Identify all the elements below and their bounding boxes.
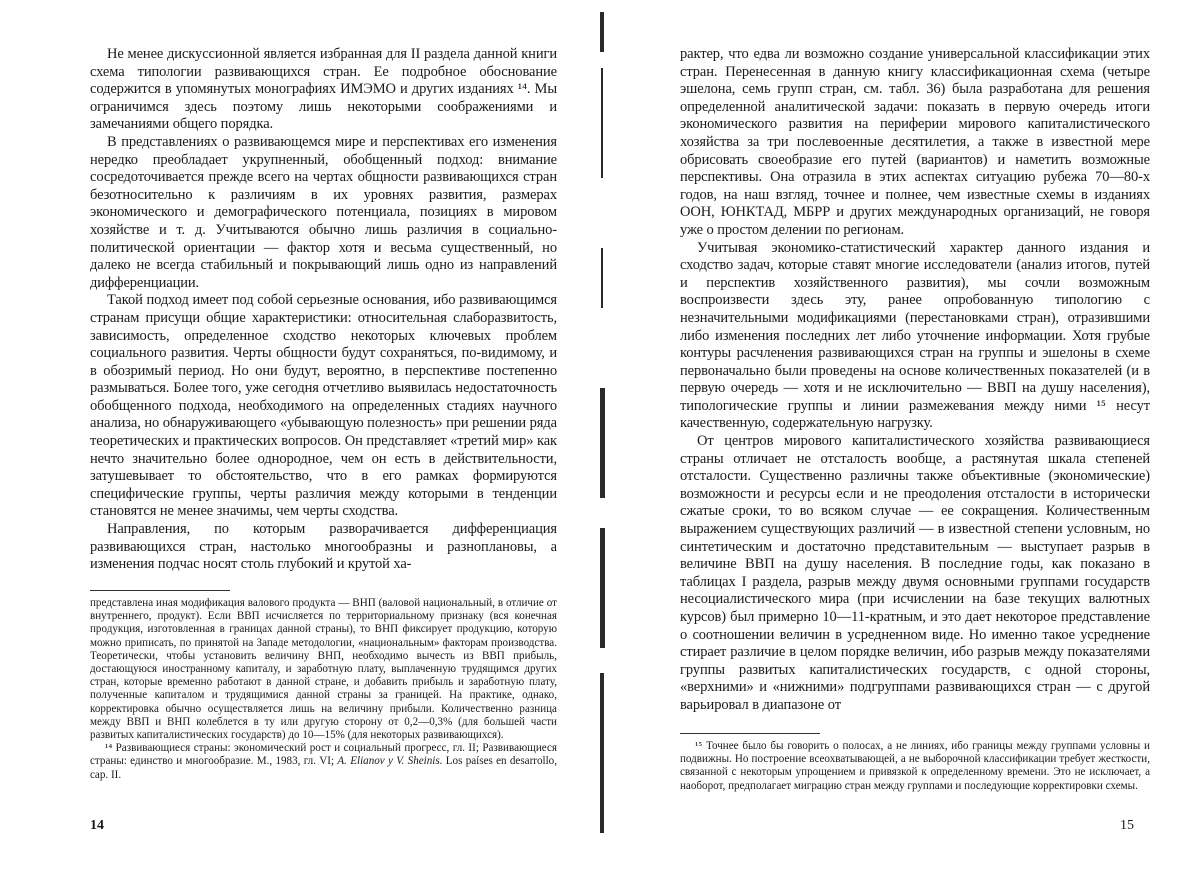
footnote-14-authors: A. Elianov y V. Sheinis.: [337, 755, 443, 768]
left-footnotes: [90, 597, 557, 782]
right-footnote-divider: [680, 733, 820, 734]
right-paragraph-2: Учитывая экономико-статистический характер данного издания и сходство задач, которые ставят многие исследователи (анализ итогов, путей и перспектив хозяйственного развития), мы сочли возможным воспроизвести здесь эту, ранее опробованную типологию с незначительными модификациями (перестановками стран), отразившими либо изменения последних лет либо уточнение информации. Хотя грубые контуры расчленения развивающихся стран на группы и эшелоны в схеме первоначально были проведены на основе количественных показателей (и в первую очередь — хотя и не исключительно — ВВП на душу населения), типологические группы и линии размежевания между ними ¹⁵ несут качественную, содержательную нагрузку.: [680, 239, 1150, 432]
left-footnote-14: [90, 742, 557, 782]
left-page-number: 14: [90, 818, 104, 833]
right-page-number: 15: [1120, 818, 1134, 833]
footnote-14-title: Los países en desarrollo, cap. II.: [90, 755, 557, 781]
left-footnote-divider: [90, 590, 230, 591]
left-paragraph-3: Такой подход имеет под собой серьезные основания, ибо развивающимся странам присущи общие характеристики: относительная слаборазвитость, зависимость, определенное сходство некоторых ключевых проблем социального развития. Черты общности будут сохраняться, по-видимому, и в обозримый период. Но они будут, вероятно, в перспективе постепенно размываться. Более того, уже сегодня отчетливо выявилась недостаточность обобщенного подхода, необходимого на определенных стадиях научного анализа, но обнаруживающего «убывающую полезность» при решении ряда теоретических и практических вопросов. Он представляет «третий мир» как нечто значительно более однородное, чем он есть в действительности, затушевывает то обстоятельство, что в его рамках формируются специфические группы, черты различия между которыми в тенденции становятся не менее значимы, чем черты сходства.: [90, 292, 557, 520]
left-paragraph-4: Направления, по которым разворачивается дифференциация развивающихся стран, настолько многообразны и разноплановы, а изменения подчас носят столь глубокий и крутой ха-: [90, 521, 557, 573]
right-paragraph-1: рактер, что едва ли возможно создание универсальной классификации этих стран. Перенесенная в данную книгу классификационная схема (четыре эшелона, семь групп стран, см. табл. 36) была разработана для решения определенной аналитической задачи: показать в первую очередь итоги экономического развития на периферии мирового капиталистического хозяйства за три послевоенные десятилетия, а также в известной мере обрисовать своеобразие его путей (вариантов) и наметить возможные перспективы. Она отразила в этих аспектах ситуацию рубежа 70—80-х годов, на наш взгляд, точнее и полнее, чем известные схемы в изданиях ООН, ЮНКТАД, МБРР и других международных организаций, не говоря уже о простом делении по регионам.: [680, 46, 1150, 238]
right-main-text: [680, 46, 1150, 715]
right-page: [604, 0, 1200, 872]
left-footnote-continued: представлена иная модификация валового продукта — ВНП (валовой национальный, в отличие от внутреннего, продукт). Если ВВП исчисляется по территориальному признаку (вся конечная продукция, изготовленная в границах данной страны), то ВНП фиксирует продукцию, которую можно приписать, по принятой на Западе методологии, «национальным» факторам производства. Теоретически, чтобы установить величину ВНП, необходимо вычесть из ВВП прибыль, достающуюся иностранному капиталу, и заработную плату, выплаченную трудящимся других стран, которые временно работают в данной стране, и добавить прибыль и заработную плату, полученные капиталом и трудящимися данной страны за границей. На практике, однако, корректировка обычно осуществляется лишь на величину прибыли. Количественно разница между ВВП и ВНП колеблется в ту или другую сторону от 0,2—0,3% (для большей части развитых капиталистических государств) до 10—15% (для некоторых развивающихся).: [90, 597, 557, 742]
left-paragraph-1: Не менее дискуссионной является избранная для II раздела данной книги схема типологии развивающихся стран. Ее подробное обоснование содержится в упомянутых монографиях ИМЭМО и других изданиях ¹⁴. Мы ограничимся здесь поэтому лишь некоторыми соображениями и замечаниями общего порядка.: [90, 46, 557, 133]
right-footnotes: [680, 740, 1150, 793]
left-paragraph-2: В представлениях о развивающемся мире и перспективах его изменения нередко преобладает укрупненный, обобщенный подход: внимание сосредоточивается прежде всего на чертах общности развивающихся стран безотносительно к различиям в их уровнях развития, размерах экономического и демографического потенциала, позициях в мировом хозяйстве и т. д. Учитываются обычно лишь различия в социально-политической ориентации — фактор хотя и весьма существенный, но далеко не всегда стабильный и покрывающий лишь одно из направлений дифференциации.: [90, 133, 557, 291]
footnote-14-text: ¹⁴ Развивающиеся страны: экономический рост и социальный прогресс, гл. II; Развивающиеся страны: единство и многообразие. М., 1983, гл. VI;: [90, 742, 557, 768]
right-footnote-15: ¹⁵ Точнее было бы говорить о полосах, а не линиях, ибо границы между группами условны и подвижны. Но построение всеохватывающей, а не выборочной классификации требует жесткости, связанной с некоторым упрощением и привязкой к определенному времени. Это не исключает, а наоборот, предполагает миграцию стран между группами и последующие корректировки схемы.: [680, 740, 1150, 792]
right-paragraph-3: От центров мирового капиталистического хозяйства развивающиеся страны отличает не отсталость вообще, а растянутая шкала степеней отсталости. Существенно различны также объективные (экономические) возможности и ресурсы если и не преодоления отсталости в исторически сжатые сроки, то во всяком случае — ее сокращения. Количественным выражением существующих различий — в известной степени условным, но синтетическим и достаточно представительным — выступает разрыв в величине ВВП на душу населения. В последние годы, как показано в таблицах I раздела, разрыв между двумя основными группами государств несоциалистического мира (при исчислении на базе текущих валютных курсов) был примерно 10—11-кратным, и это дает некоторое представление о соотношении величин в усредненном виде. Но именно такое усреднение стирает различие в целом порядке величин, ибо разрыв между показателями группы развитых капиталистических государств, с одной стороны, «верхними» и «нижними» подгруппами развивающихся стран — с другой варьировал в диапазоне от: [680, 433, 1150, 713]
left-main-text: [90, 46, 557, 574]
